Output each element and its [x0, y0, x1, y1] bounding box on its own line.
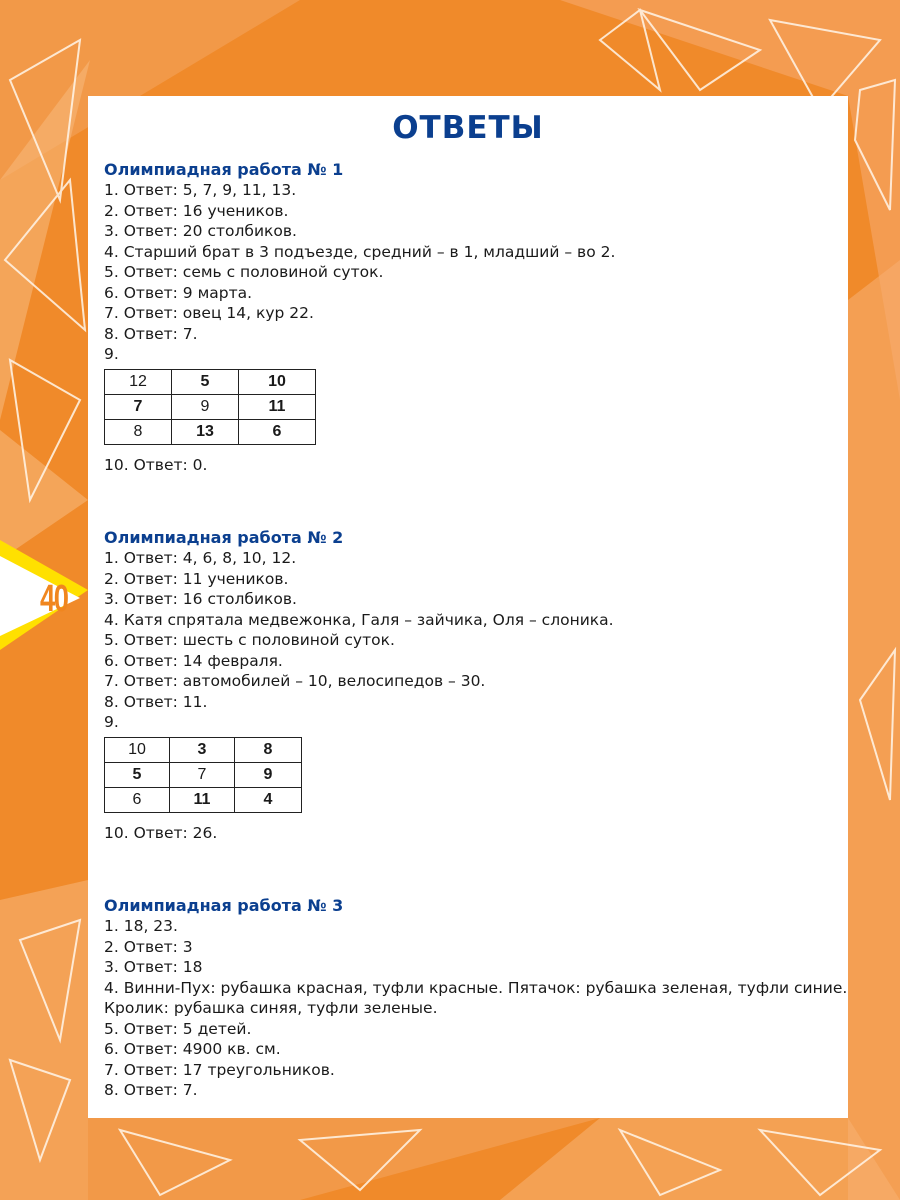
answer-line: 6. Ответ: 14 февраля. — [104, 651, 283, 670]
table-cell: 8 — [105, 419, 172, 444]
table-cell: 12 — [105, 369, 172, 394]
table-cell: 6 — [105, 787, 170, 812]
table-row — [105, 787, 302, 812]
answer-line: 8. Ответ: 7. — [104, 324, 198, 343]
table-row — [105, 419, 316, 444]
answer-line: 2. Ответ: 11 учеников. — [104, 569, 289, 588]
answer-line: 9. — [104, 713, 119, 731]
answer-line: 1. Ответ: 5, 7, 9, 11, 13. — [104, 181, 297, 199]
section-heading: Олимпиадная работа № 1 — [104, 160, 344, 179]
answer-line: 4. Винни-Пух: рубашка красная, туфли красные. Пятачок: рубашка зеленая, туфли синие. — [104, 978, 848, 997]
table-cell: 5 — [105, 762, 170, 787]
answer-line: 10. Ответ: 26. — [104, 823, 218, 842]
table-cell: 3 — [170, 737, 235, 762]
table-cell: 4 — [235, 787, 302, 812]
answer-line: 7. Ответ: овец 14, кур 22. — [104, 304, 314, 322]
section-heading: Олимпиадная работа № 2 — [104, 528, 344, 547]
table-row — [105, 737, 302, 762]
answers-sheet — [88, 96, 848, 1118]
table-cell: 13 — [172, 419, 239, 444]
answer-line: 5. Ответ: семь с половиной суток. — [104, 263, 384, 281]
answer-list — [104, 916, 848, 1101]
answer-line: 5. Ответ: шесть с половиной суток. — [104, 631, 395, 649]
table-row — [105, 394, 316, 419]
answer-line: 2. Ответ: 3 — [104, 937, 193, 956]
answer-line: 7. Ответ: автомобилей – 10, велосипедов – 30. — [104, 672, 486, 690]
page-number: 40 — [40, 578, 68, 620]
answer-line: 7. Ответ: 17 треугольников. — [104, 1060, 335, 1079]
table-cell: 11 — [170, 787, 235, 812]
table-cell: 10 — [105, 737, 170, 762]
answer-line: 8. Ответ: 7. — [104, 1081, 198, 1099]
table-cell: 8 — [235, 737, 302, 762]
answer-line: 4. Катя спрятала медвежонка, Галя – зайчика, Оля – слоника. — [104, 610, 614, 629]
table-cell: 5 — [172, 369, 239, 394]
answer-line: 4. Старший брат в 3 подъезде, средний – в 1, младший – во 2. — [104, 242, 616, 261]
answer-line: 3. Ответ: 16 столбиков. — [104, 590, 297, 608]
answer-line: 3. Ответ: 18 — [104, 958, 203, 976]
answer-line: 9. — [104, 345, 119, 363]
section-olympiad-1 — [104, 160, 848, 475]
table-cell: 9 — [172, 394, 239, 419]
section-olympiad-3 — [104, 896, 848, 1101]
table-row — [105, 369, 316, 394]
table-cell: 9 — [235, 762, 302, 787]
section-heading: Олимпиадная работа № 3 — [104, 896, 344, 915]
answer-list — [104, 180, 848, 365]
table-cell: 7 — [170, 762, 235, 787]
table-row — [105, 762, 302, 787]
table-cell: 10 — [239, 369, 316, 394]
answer-line: 2. Ответ: 16 учеников. — [104, 201, 289, 220]
answer-list — [104, 548, 848, 733]
section-olympiad-2 — [104, 528, 848, 843]
answer-line: 6. Ответ: 9 марта. — [104, 283, 253, 302]
answer-line: 5. Ответ: 5 детей. — [104, 1019, 252, 1038]
page-title: ОТВЕТЫ — [392, 110, 544, 146]
answer-line: 1. 18, 23. — [104, 917, 178, 935]
answer-line: 1. Ответ: 4, 6, 8, 10, 12. — [104, 549, 297, 567]
answer-line: Кролик: рубашка синяя, туфли зеленые. — [104, 999, 438, 1017]
answer-line: 3. Ответ: 20 столбиков. — [104, 222, 297, 240]
table-cell: 7 — [105, 394, 172, 419]
answer-line: 6. Ответ: 4900 кв. см. — [104, 1040, 281, 1058]
table-cell: 6 — [239, 419, 316, 444]
magic-square-table — [104, 737, 302, 813]
magic-square-table — [104, 369, 316, 445]
answer-line: 8. Ответ: 11. — [104, 692, 208, 711]
answer-line: 10. Ответ: 0. — [104, 455, 208, 474]
table-cell: 11 — [239, 394, 316, 419]
